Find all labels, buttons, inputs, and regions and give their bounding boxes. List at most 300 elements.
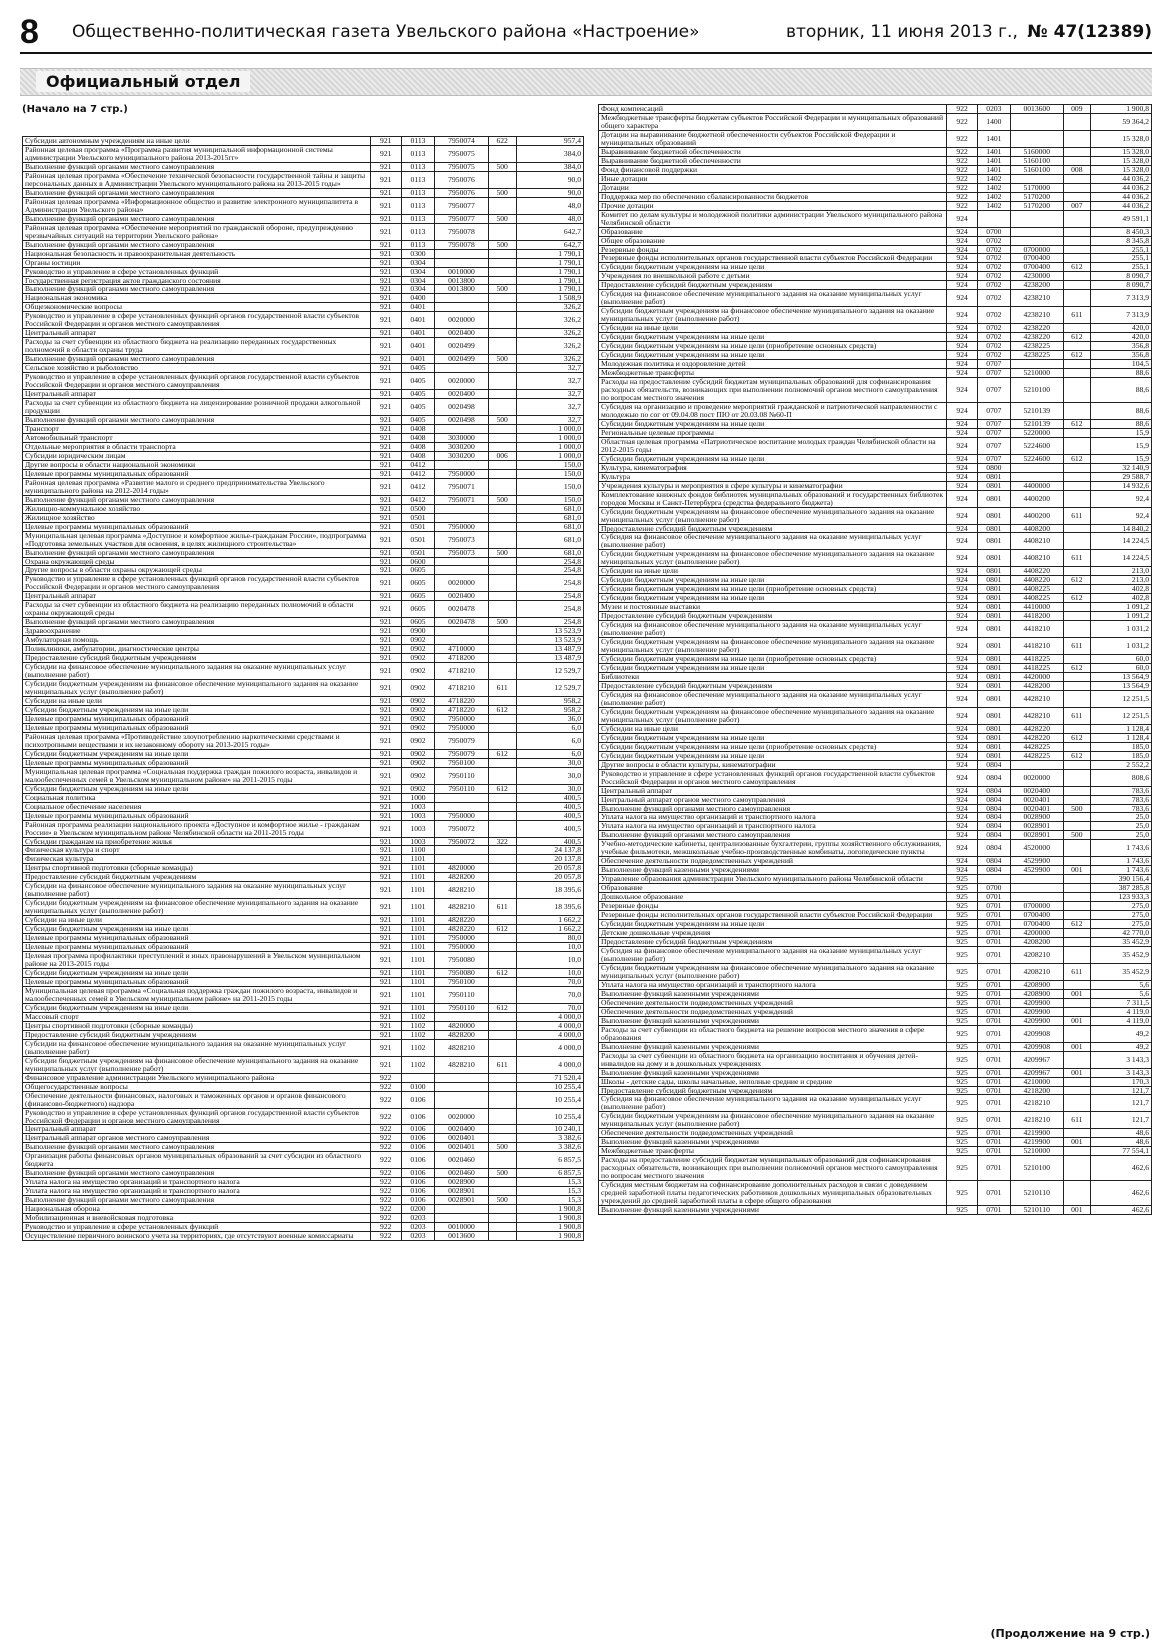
row-amount: 213,0 bbox=[1091, 567, 1152, 576]
row-amount: 462,6 bbox=[1091, 1206, 1152, 1215]
row-label: Субсидии бюджетным учреждениям на финансовое обеспечение муниципального задания на оказание муниципальных услуг (выполнение работ) bbox=[599, 507, 947, 524]
row-section: 0701 bbox=[977, 980, 1010, 989]
row-amount: 12 251,5 bbox=[1091, 690, 1152, 707]
row-target-article bbox=[435, 460, 488, 469]
row-amount: 32,7 bbox=[516, 399, 583, 416]
row-amount: 36,0 bbox=[516, 714, 583, 723]
row-label: Центральный аппарат bbox=[23, 592, 371, 601]
row-target-article bbox=[1010, 360, 1063, 369]
row-label: Резервные фонды bbox=[599, 902, 947, 911]
row-label: Субсидии бюджетным учреждениям на иные цели bbox=[23, 784, 371, 793]
row-label: Культура, кинематография bbox=[599, 463, 947, 472]
row-amount: 1 662,2 bbox=[516, 925, 583, 934]
row-section: 0801 bbox=[977, 664, 1010, 673]
row-amount: 384,0 bbox=[516, 162, 583, 171]
row-label: Субсидии бюджетным учреждениям на иные цели bbox=[599, 454, 947, 463]
row-expense-type bbox=[1063, 585, 1091, 594]
row-amount: 4 000,0 bbox=[516, 1012, 583, 1021]
row-amount: 35 452,9 bbox=[1091, 947, 1152, 964]
row-target-article: 4428220 bbox=[1010, 724, 1063, 733]
row-expense-type bbox=[1063, 174, 1091, 183]
row-ministry: 921 bbox=[370, 882, 401, 899]
row-amount: 150,0 bbox=[516, 460, 583, 469]
row-amount: 783,6 bbox=[1091, 786, 1152, 795]
row-ministry: 921 bbox=[370, 855, 401, 864]
row-section: 1101 bbox=[401, 855, 435, 864]
row-section: 0707 bbox=[977, 454, 1010, 463]
row-section: 0902 bbox=[401, 732, 435, 749]
row-amount: 32,7 bbox=[516, 364, 583, 373]
row-target-article: 0020401 bbox=[435, 1134, 488, 1143]
row-amount: 70,0 bbox=[516, 1003, 583, 1012]
row-label: Обеспечение деятельности подведомственных учреждений bbox=[599, 1007, 947, 1016]
row-expense-type bbox=[488, 663, 516, 680]
row-expense-type bbox=[488, 1214, 516, 1223]
row-ministry: 921 bbox=[370, 399, 401, 416]
row-expense-type bbox=[1063, 245, 1091, 254]
row-section: 0707 bbox=[977, 360, 1010, 369]
row-ministry: 921 bbox=[370, 1021, 401, 1030]
row-ministry: 921 bbox=[370, 663, 401, 680]
table-row bbox=[599, 156, 1152, 165]
row-ministry: 925 bbox=[947, 1025, 977, 1042]
row-target-article: 4718200 bbox=[435, 654, 488, 663]
row-expense-type bbox=[488, 934, 516, 943]
row-ministry: 925 bbox=[947, 1007, 977, 1016]
row-target-article: 4208900 bbox=[1010, 980, 1063, 989]
row-section: 0408 bbox=[401, 451, 435, 460]
row-expense-type bbox=[1063, 1156, 1091, 1181]
row-label: Центры спортивной подготовки (сборные команды) bbox=[23, 864, 371, 873]
row-ministry: 925 bbox=[947, 911, 977, 920]
row-amount: 30,0 bbox=[516, 758, 583, 767]
row-label: Субсидии бюджетным учреждениям на иные цели (приобретение основных средств) bbox=[599, 585, 947, 594]
row-section: 0701 bbox=[977, 1025, 1010, 1042]
row-expense-type: 500 bbox=[488, 355, 516, 364]
row-amount: 326,2 bbox=[516, 303, 583, 312]
row-section: 0701 bbox=[977, 938, 1010, 947]
row-amount: 681,0 bbox=[516, 548, 583, 557]
row-target-article bbox=[435, 566, 488, 575]
row-ministry: 921 bbox=[370, 214, 401, 223]
table-row bbox=[599, 183, 1152, 192]
row-label: Амбулаторная помощь bbox=[23, 636, 371, 645]
row-expense-type bbox=[488, 636, 516, 645]
table-row bbox=[599, 165, 1152, 174]
row-expense-type: 612 bbox=[1063, 333, 1091, 342]
table-row bbox=[23, 424, 584, 433]
row-section: 0501 bbox=[401, 513, 435, 522]
row-label: Целевые программы муниципальных образований bbox=[23, 943, 371, 952]
row-expense-type bbox=[1063, 1181, 1091, 1206]
table-row bbox=[23, 522, 584, 531]
row-amount: 7 313,9 bbox=[1091, 307, 1152, 324]
row-label: Субсидии бюджетным учреждениям на финансовое обеспечение муниципального задания на оказание муниципальных услуг (выполнение работ) bbox=[599, 307, 947, 324]
row-amount: 326,2 bbox=[516, 312, 583, 329]
row-target-article bbox=[1010, 760, 1063, 769]
row-ministry: 925 bbox=[947, 1206, 977, 1215]
table-row bbox=[599, 481, 1152, 490]
row-expense-type bbox=[488, 390, 516, 399]
row-target-article: 4828210 bbox=[435, 899, 488, 916]
row-expense-type bbox=[488, 338, 516, 355]
table-row bbox=[23, 1003, 584, 1012]
row-ministry: 924 bbox=[947, 437, 977, 454]
row-ministry: 921 bbox=[370, 171, 401, 188]
row-target-article: 0020460 bbox=[435, 1152, 488, 1169]
table-row bbox=[23, 531, 584, 548]
row-target-article: 4428200 bbox=[1010, 681, 1063, 690]
row-target-article: 4238225 bbox=[1010, 342, 1063, 351]
row-target-article bbox=[435, 294, 488, 303]
row-label: Выполнение функций казенными учреждениями bbox=[599, 1138, 947, 1147]
row-amount: 90,0 bbox=[516, 171, 583, 188]
row-target-article: 0028901 bbox=[1010, 831, 1063, 840]
row-target-article: 7950100 bbox=[435, 978, 488, 987]
row-section: 0600 bbox=[401, 557, 435, 566]
row-amount: 123 933,3 bbox=[1091, 893, 1152, 902]
row-ministry: 922 bbox=[370, 1169, 401, 1178]
row-label: Центральный аппарат органов местного самоуправления bbox=[23, 1134, 371, 1143]
row-section: 0702 bbox=[977, 272, 1010, 281]
table-row bbox=[23, 1030, 584, 1039]
row-section: 0900 bbox=[401, 627, 435, 636]
row-section: 0804 bbox=[977, 840, 1010, 857]
row-label: Расходы за счет субвенции из областного бюджета на лицензирование розничной продажи алкогольной продукции bbox=[23, 399, 371, 416]
row-amount: 59 364,2 bbox=[1091, 113, 1152, 130]
row-label: Центры спортивной подготовки (сборные команды) bbox=[23, 1021, 371, 1030]
row-expense-type bbox=[1063, 875, 1091, 884]
row-section: 0804 bbox=[977, 822, 1010, 831]
row-section: 0801 bbox=[977, 724, 1010, 733]
row-target-article: 4408225 bbox=[1010, 585, 1063, 594]
row-expense-type bbox=[488, 1223, 516, 1232]
table-row bbox=[599, 884, 1152, 893]
row-label: Субсидии бюджетным учреждениям на финансовое обеспечение муниципального задания на оказание муниципальных услуг (выполнение работ) bbox=[599, 550, 947, 567]
row-label: Субсидии на иные цели bbox=[599, 567, 947, 576]
row-amount: 4 000,0 bbox=[516, 1056, 583, 1073]
table-row bbox=[23, 504, 584, 513]
row-expense-type bbox=[1063, 437, 1091, 454]
table-row bbox=[599, 893, 1152, 902]
row-label: Субсидии на иные цели bbox=[599, 324, 947, 333]
row-target-article: 0013600 bbox=[1010, 105, 1063, 114]
row-target-article: 0020400 bbox=[435, 329, 488, 338]
row-amount: 12 529,7 bbox=[516, 663, 583, 680]
row-amount: 20 137,8 bbox=[516, 855, 583, 864]
row-ministry: 924 bbox=[947, 751, 977, 760]
row-section: 0401 bbox=[401, 312, 435, 329]
row-label: Районная целевая программа «Противодействие злоупотреблению наркотическими средствами и психотропными веществами и их незаконному обороту на 2013-2015 годы» bbox=[23, 732, 371, 749]
row-expense-type bbox=[1063, 672, 1091, 681]
row-expense-type bbox=[1063, 236, 1091, 245]
row-label: Общеэкономические вопросы bbox=[23, 303, 371, 312]
row-target-article: 7950000 bbox=[435, 943, 488, 952]
row-section: 1102 bbox=[401, 1030, 435, 1039]
row-section: 1101 bbox=[401, 864, 435, 873]
row-target-article bbox=[435, 802, 488, 811]
row-section: 1101 bbox=[401, 925, 435, 934]
row-target-article: 0020000 bbox=[435, 312, 488, 329]
table-row bbox=[599, 681, 1152, 690]
table-row bbox=[23, 223, 584, 240]
row-label: Субсидии бюджетным учреждениям на иные цели bbox=[599, 733, 947, 742]
row-target-article: 7950079 bbox=[435, 732, 488, 749]
row-target-article bbox=[1010, 875, 1063, 884]
row-section: 0702 bbox=[977, 333, 1010, 342]
row-label: Субсидии на иные цели bbox=[23, 697, 371, 706]
row-target-article: 5210100 bbox=[1010, 378, 1063, 403]
row-label: Выполнение функций органами местного самоуправления bbox=[23, 495, 371, 504]
row-target-article: 4238220 bbox=[1010, 333, 1063, 342]
row-ministry: 925 bbox=[947, 902, 977, 911]
row-ministry: 922 bbox=[947, 113, 977, 130]
row-amount: 400,5 bbox=[516, 802, 583, 811]
row-amount: 4 000,0 bbox=[516, 1030, 583, 1039]
row-amount: 462,6 bbox=[1091, 1181, 1152, 1206]
row-section: 0700 bbox=[977, 227, 1010, 236]
row-expense-type bbox=[488, 373, 516, 390]
row-section: 0701 bbox=[977, 998, 1010, 1007]
row-ministry: 924 bbox=[947, 360, 977, 369]
table-row bbox=[23, 1056, 584, 1073]
row-section: 0701 bbox=[977, 1077, 1010, 1086]
row-section: 0902 bbox=[401, 784, 435, 793]
row-amount: 150,0 bbox=[516, 495, 583, 504]
masthead bbox=[20, 12, 1152, 54]
row-target-article: 4208210 bbox=[1010, 963, 1063, 980]
row-section: 0701 bbox=[977, 963, 1010, 980]
row-target-article: 0020460 bbox=[435, 1169, 488, 1178]
row-amount: 20 057,8 bbox=[516, 873, 583, 882]
row-target-article: 0020498 bbox=[435, 416, 488, 425]
table-row bbox=[23, 723, 584, 732]
row-target-article: 4718220 bbox=[435, 697, 488, 706]
row-expense-type bbox=[488, 197, 516, 214]
row-target-article bbox=[1010, 884, 1063, 893]
row-section: 0801 bbox=[977, 585, 1010, 594]
table-row bbox=[599, 192, 1152, 201]
table-row bbox=[599, 113, 1152, 130]
row-ministry: 924 bbox=[947, 831, 977, 840]
row-expense-type bbox=[488, 424, 516, 433]
issue-date: вторник, 11 июня 2013 г., bbox=[785, 22, 1018, 42]
row-label: Социальное обеспечение населения bbox=[23, 802, 371, 811]
row-section: 0405 bbox=[401, 373, 435, 390]
table-row bbox=[599, 576, 1152, 585]
row-ministry: 924 bbox=[947, 585, 977, 594]
row-ministry: 921 bbox=[370, 916, 401, 925]
table-row bbox=[23, 451, 584, 460]
row-target-article: 7950072 bbox=[435, 837, 488, 846]
row-target-article: 0020000 bbox=[435, 1108, 488, 1125]
table-row bbox=[599, 1138, 1152, 1147]
row-amount: 356,8 bbox=[1091, 342, 1152, 351]
row-target-article: 5210000 bbox=[1010, 369, 1063, 378]
row-expense-type bbox=[1063, 929, 1091, 938]
row-expense-type bbox=[1063, 1007, 1091, 1016]
row-amount: 13 487,9 bbox=[516, 645, 583, 654]
row-expense-type: 500 bbox=[488, 214, 516, 223]
row-expense-type bbox=[488, 723, 516, 732]
row-target-article: 0028901 bbox=[435, 1196, 488, 1205]
row-amount: 1 790,1 bbox=[516, 285, 583, 294]
row-label: Выполнение функций казенными учреждениями bbox=[599, 989, 947, 998]
row-expense-type: 612 bbox=[1063, 751, 1091, 760]
row-target-article: 0028900 bbox=[1010, 813, 1063, 822]
row-amount: 60,0 bbox=[1091, 655, 1152, 664]
row-section: 0801 bbox=[977, 707, 1010, 724]
row-section: 0701 bbox=[977, 1112, 1010, 1129]
row-label: Субсидия на финансовое обеспечение муниципального задания на оказание муниципальных услуг (выполнение работ) bbox=[599, 533, 947, 550]
section-title: Официальный отдел bbox=[36, 71, 250, 92]
row-target-article: 0020478 bbox=[435, 601, 488, 618]
row-expense-type bbox=[488, 258, 516, 267]
row-amount: 1 000,0 bbox=[516, 442, 583, 451]
row-label: Выполнение функций органами местного самоуправления bbox=[599, 831, 947, 840]
row-label: Жилищное хозяйство bbox=[23, 513, 371, 522]
row-section: 0801 bbox=[977, 594, 1010, 603]
row-ministry: 924 bbox=[947, 402, 977, 419]
table-row bbox=[23, 793, 584, 802]
table-row bbox=[599, 947, 1152, 964]
row-amount: 387 285,8 bbox=[1091, 884, 1152, 893]
row-target-article: 5210110 bbox=[1010, 1181, 1063, 1206]
table-row bbox=[23, 495, 584, 504]
row-amount: 254,8 bbox=[516, 592, 583, 601]
row-target-article: 4208900 bbox=[1010, 989, 1063, 998]
row-target-article bbox=[435, 424, 488, 433]
row-target-article: 4828220 bbox=[435, 925, 488, 934]
row-section: 0801 bbox=[977, 490, 1010, 507]
row-ministry: 921 bbox=[370, 433, 401, 442]
row-label: Выполнение функций органами местного самоуправления bbox=[23, 162, 371, 171]
row-label: Субсидии бюджетным учреждениям на иные цели bbox=[599, 419, 947, 428]
row-target-article: 4828200 bbox=[435, 1030, 488, 1039]
row-ministry: 922 bbox=[370, 1205, 401, 1214]
row-expense-type: 622 bbox=[488, 137, 516, 146]
row-amount: 48,0 bbox=[516, 197, 583, 214]
row-target-article: 4209908 bbox=[1010, 1025, 1063, 1042]
row-label: Субсидии бюджетным учреждениям на иные цели bbox=[23, 925, 371, 934]
row-ministry: 921 bbox=[370, 784, 401, 793]
row-section: 1101 bbox=[401, 978, 435, 987]
table-row bbox=[23, 837, 584, 846]
row-ministry: 924 bbox=[947, 857, 977, 866]
row-section: 0106 bbox=[401, 1169, 435, 1178]
row-section: 0902 bbox=[401, 767, 435, 784]
row-expense-type: 500 bbox=[488, 240, 516, 249]
row-label: Массовый спорт bbox=[23, 1012, 371, 1021]
row-expense-type: 500 bbox=[1063, 804, 1091, 813]
row-label: Общее образование bbox=[599, 236, 947, 245]
row-ministry: 922 bbox=[947, 147, 977, 156]
row-section: 0106 bbox=[401, 1178, 435, 1187]
row-label: Дотации bbox=[599, 183, 947, 192]
row-expense-type: 612 bbox=[1063, 664, 1091, 673]
row-label: Дотации на выравнивание бюджетной обеспеченности субъектов Российской Федерации и муниципальных образований bbox=[599, 130, 947, 147]
row-label: Субсидии бюджетным учреждениям на финансовое обеспечение муниципального задания на оказание муниципальных услуг (выполнение работ) bbox=[599, 707, 947, 724]
row-ministry: 921 bbox=[370, 460, 401, 469]
row-expense-type bbox=[488, 504, 516, 513]
row-expense-type: 006 bbox=[488, 451, 516, 460]
row-section: 0701 bbox=[977, 1051, 1010, 1068]
row-label: Субсидии на финансовое обеспечение муниципального задания на оказание муниципальных услуг (выполнение работ) bbox=[23, 882, 371, 899]
row-ministry: 924 bbox=[947, 254, 977, 263]
row-ministry: 921 bbox=[370, 424, 401, 433]
row-target-article: 7950080 bbox=[435, 969, 488, 978]
row-section: 0902 bbox=[401, 723, 435, 732]
row-expense-type bbox=[1063, 947, 1091, 964]
table-row bbox=[599, 454, 1152, 463]
row-label: Центральный аппарат bbox=[23, 329, 371, 338]
row-section: 0203 bbox=[401, 1232, 435, 1241]
row-amount: 44 036,2 bbox=[1091, 192, 1152, 201]
row-ministry: 921 bbox=[370, 390, 401, 399]
table-row bbox=[599, 428, 1152, 437]
row-section: 0801 bbox=[977, 672, 1010, 681]
row-target-article: 3030200 bbox=[435, 451, 488, 460]
row-expense-type bbox=[488, 864, 516, 873]
row-expense-type: 009 bbox=[1063, 105, 1091, 114]
row-section: 0701 bbox=[977, 1156, 1010, 1181]
row-expense-type bbox=[1063, 192, 1091, 201]
row-label: Субсидии бюджетным учреждениям на иные цели bbox=[23, 749, 371, 758]
row-section: 0106 bbox=[401, 1196, 435, 1205]
row-target-article: 4230000 bbox=[1010, 272, 1063, 281]
row-target-article bbox=[435, 1073, 488, 1082]
row-expense-type bbox=[488, 1187, 516, 1196]
row-expense-type bbox=[488, 1021, 516, 1030]
left-budget-table bbox=[22, 136, 584, 1241]
row-section: 1401 bbox=[977, 147, 1010, 156]
row-amount: 326,2 bbox=[516, 338, 583, 355]
row-section: 0801 bbox=[977, 567, 1010, 576]
row-amount: 29 588,7 bbox=[1091, 472, 1152, 481]
row-label: Национальная оборона bbox=[23, 1205, 371, 1214]
row-label: Социальная политика bbox=[23, 793, 371, 802]
row-ministry: 925 bbox=[947, 947, 977, 964]
row-section: 0902 bbox=[401, 636, 435, 645]
row-target-article bbox=[1010, 893, 1063, 902]
row-target-article: 4219900 bbox=[1010, 1129, 1063, 1138]
table-row bbox=[599, 360, 1152, 369]
table-row bbox=[23, 1012, 584, 1021]
row-ministry: 921 bbox=[370, 197, 401, 214]
table-row bbox=[599, 1095, 1152, 1112]
row-amount: 44 036,2 bbox=[1091, 174, 1152, 183]
row-ministry: 924 bbox=[947, 567, 977, 576]
row-expense-type: 500 bbox=[488, 548, 516, 557]
row-ministry: 922 bbox=[370, 1134, 401, 1143]
row-ministry: 921 bbox=[370, 680, 401, 697]
row-ministry: 924 bbox=[947, 351, 977, 360]
row-section: 1102 bbox=[401, 1021, 435, 1030]
row-expense-type bbox=[1063, 769, 1091, 786]
row-label: Культура bbox=[599, 472, 947, 481]
table-row bbox=[23, 1223, 584, 1232]
row-target-article: 7950078 bbox=[435, 223, 488, 240]
row-ministry: 921 bbox=[370, 934, 401, 943]
row-section: 0801 bbox=[977, 612, 1010, 621]
row-ministry: 921 bbox=[370, 451, 401, 460]
table-row bbox=[599, 524, 1152, 533]
row-ministry: 924 bbox=[947, 664, 977, 673]
row-ministry: 921 bbox=[370, 495, 401, 504]
row-section: 0408 bbox=[401, 433, 435, 442]
row-expense-type: 611 bbox=[488, 899, 516, 916]
row-label: Субсидии бюджетным учреждениям на иные цели bbox=[599, 751, 947, 760]
